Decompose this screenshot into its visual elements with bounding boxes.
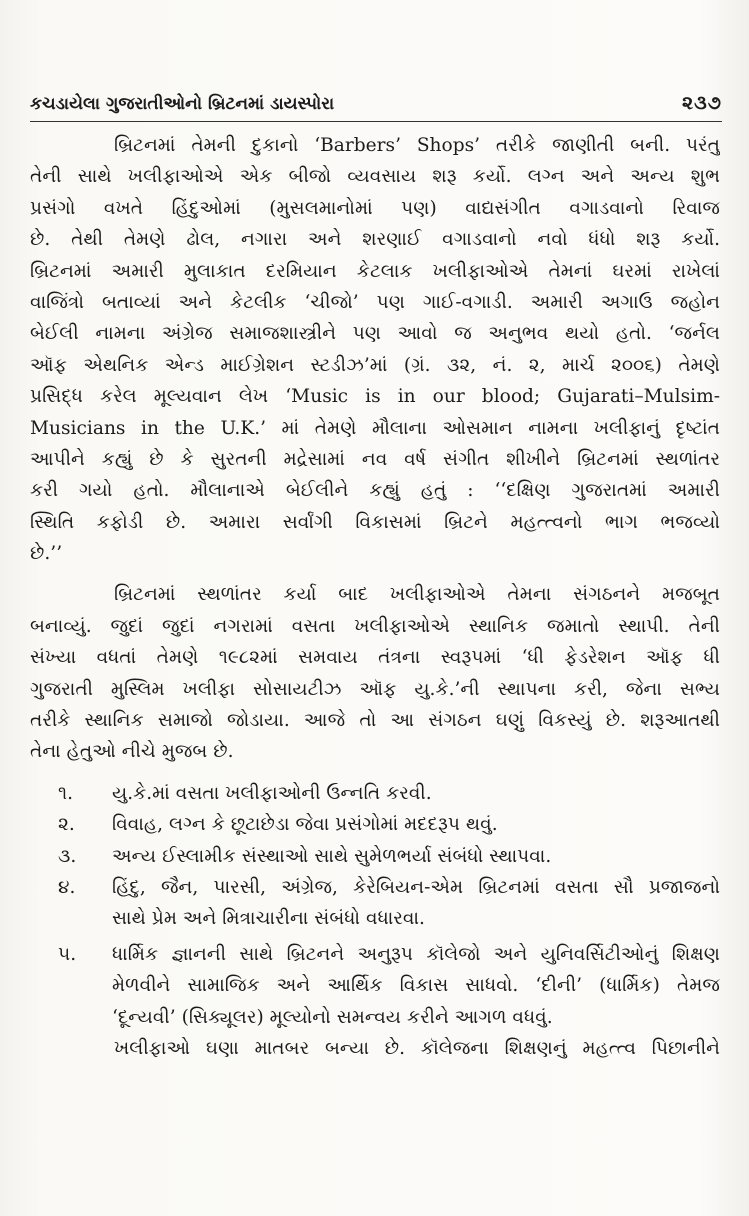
text-line: બ્રિટનમાં અમારી મુલાકાત દરમિયાન કેટલાક ખલીફાઓએ તેમનાં ઘરમાં રાખેલાં (30, 260, 720, 282)
list-item (30, 872, 720, 935)
list-number: ૧. (58, 782, 74, 804)
text-line: તેની સાથે ખલીફાઓએ એક બીજો વ્યવસાય શરૂ કર્યો. લગ્ન અને અન્ય શુભ (30, 166, 720, 188)
list-number: ૪. (58, 877, 76, 899)
list-item (30, 778, 720, 809)
text-line: પ્રસંગો વખતે હિંદુઓમાં (મુસલમાનોમાં પણ) વાદ્યસંગીત વગાડવાનો રિવાજ (30, 197, 720, 219)
page-header (30, 92, 722, 120)
list-number: ૫. (58, 943, 77, 965)
list-item (30, 939, 720, 1033)
text-line: બનાવ્યું. જુદાં જુદાં નગરામાં વસતા ખલીફાઓએ સ્થાનિક જમાતો સ્થાપી. તેની (30, 615, 720, 637)
running-title: કચડાયેલા ગુજરાતીઓનો બ્રિટનમાં ડાયસ્પોરા (30, 94, 335, 114)
list-number: ૨. (58, 814, 75, 836)
paragraph (30, 130, 720, 569)
text-line: વાજિંત્રો બતાવ્યાં અને કેટલીક ‘ચીજો’ પણ ગાઈ-વગાડી. અમારી અગાઉ જહોન (30, 291, 720, 313)
text-line: Musicians in the U.K.’ માં તેમણે મૌલાના ઓસમાન નામના ખલીફાનું દૃષ્ટાંત (30, 417, 720, 439)
text-line: બ્રિટનમાં તેમની દુકાનો ‘Barbers’ Shops’ તરીકે જાણીતી બની. પરંતુ (114, 135, 720, 156)
text-line: સંખ્યા વધતાં તેમણે ૧૯૮૨માં સમવાય તંત્રના સ્વરૂપમાં ‘ધી ફેડરેશન ઑફ ધી (30, 647, 720, 669)
text-line: બ્રિટનમાં સ્થળાંતર કર્યા બાદ ખલીફાઓએ તેમના સંગઠનને મજબૂત (114, 584, 720, 606)
text-line: સ્થિતિ કફોડી છે. અમારા સર્વાંગી વિકાસમાં બ્રિટને મહત્ત્વનો ભાગ ભજવ્યો (30, 511, 720, 533)
text-line: છે.’’ (30, 543, 63, 565)
list-number: ૩. (58, 845, 77, 867)
text-line: સાથે પ્રેમ અને મિત્રાચારીના સંબંધો વધારવા. (112, 908, 425, 930)
text-line: મેળવીને સામાજિક અને આર્થિક વિકાસ સાધવો. ‘દીની’ (ધાર્મિક) તેમજ (112, 975, 720, 997)
paragraph (30, 579, 720, 767)
text-line: અન્ય ઈસ્લામીક સંસ્થાઓ સાથે સુમેળભર્યા સંબંધો સ્થાપવા. (112, 845, 552, 867)
text-line: આપીને કહ્યું છે કે સુરતની મદ્રેસામાં નવ વર્ષ સંગીત શીખીને બ્રિટનમાં સ્થળાંતર (30, 448, 720, 470)
text-line: ધાર્મિક જ્ઞાનની સાથે બ્રિટનને અનુરૂપ કૉલેજો અને યુનિવર્સિટીઓનું શિક્ષણ (112, 943, 720, 965)
text-line: હિંદુ, જૈન, પારસી, અંગ્રેજ, કેરેબિયન-એમ બ્રિટનમાં વસતા સૌ પ્રજાજનો (112, 877, 720, 899)
text-line: તેના હેતુઓ નીચે મુજબ છે. (30, 741, 234, 763)
text-line: ઑફ એથનિક એન્ડ માઈગ્રેશન સ્ટડીઝ’માં (ગ્રં. ૩૨, નં. ૨, માર્ચ ૨૦૦૬) તેમણે (30, 354, 720, 376)
text-line: તરીકે સ્થાનિક સમાજો જોડાયા. આજે તો આ સંગઠન ઘણું વિકસ્યું છે. શરૂઆતથી (30, 710, 720, 732)
text-line: ‘દૂન્યવી’ (સિક્યૂલર) મૂલ્યોનો સમન્વય કરીને આગળ વધવું. (112, 1006, 553, 1028)
text-line: યુ.કે.માં વસતા ખલીફાઓની ઉન્નતિ કરવી. (112, 782, 432, 804)
text-line: ગુજરાતી મુસ્લિમ ખલીફા સોસાયટીઝ ઑફ યુ.કે.’ની સ્થાપના કરી, જેના સભ્ય (30, 678, 720, 700)
objectives-list (30, 778, 720, 1033)
list-item (30, 809, 720, 840)
text-line: પ્રસિદ્ધ કરેલ મૂલ્યવાન લેખ ‘Music is in our blood; Gujarati–Mulsim- (30, 386, 720, 408)
header-rule (30, 121, 722, 122)
text-line: છે. તેથી તેમણે ઢોલ, નગારા અને શરણાઈ વગાડવાનો નવો ધંધો શરૂ કર્યો. (30, 229, 720, 251)
text-line: ખલીફાઓ ઘણા માતબર બન્યા છે. કૉલેજના શિક્ષણનું મહત્ત્વ પિછાનીને (114, 1037, 720, 1059)
text-line: કરી ગયો હતો. મૌલાનાએ બેઈલીને કહ્યું હતું : ‘‘દક્ષિણ ગુજરાતમાં અમારી (30, 480, 720, 502)
page-number: ૨૩૭ (681, 92, 722, 114)
text-line: વિવાહ, લગ્ન કે છૂટાછેડા જેવા પ્રસંગોમાં મદદરૂપ થવું. (112, 814, 498, 836)
page-body (30, 130, 720, 1064)
list-item (30, 841, 720, 872)
text-line: બેઈલી નામના અંગ્રેજ સમાજશાસ્ત્રીને પણ આવો જ અનુભવ થયો હતો. ‘જર્નલ (30, 323, 720, 345)
